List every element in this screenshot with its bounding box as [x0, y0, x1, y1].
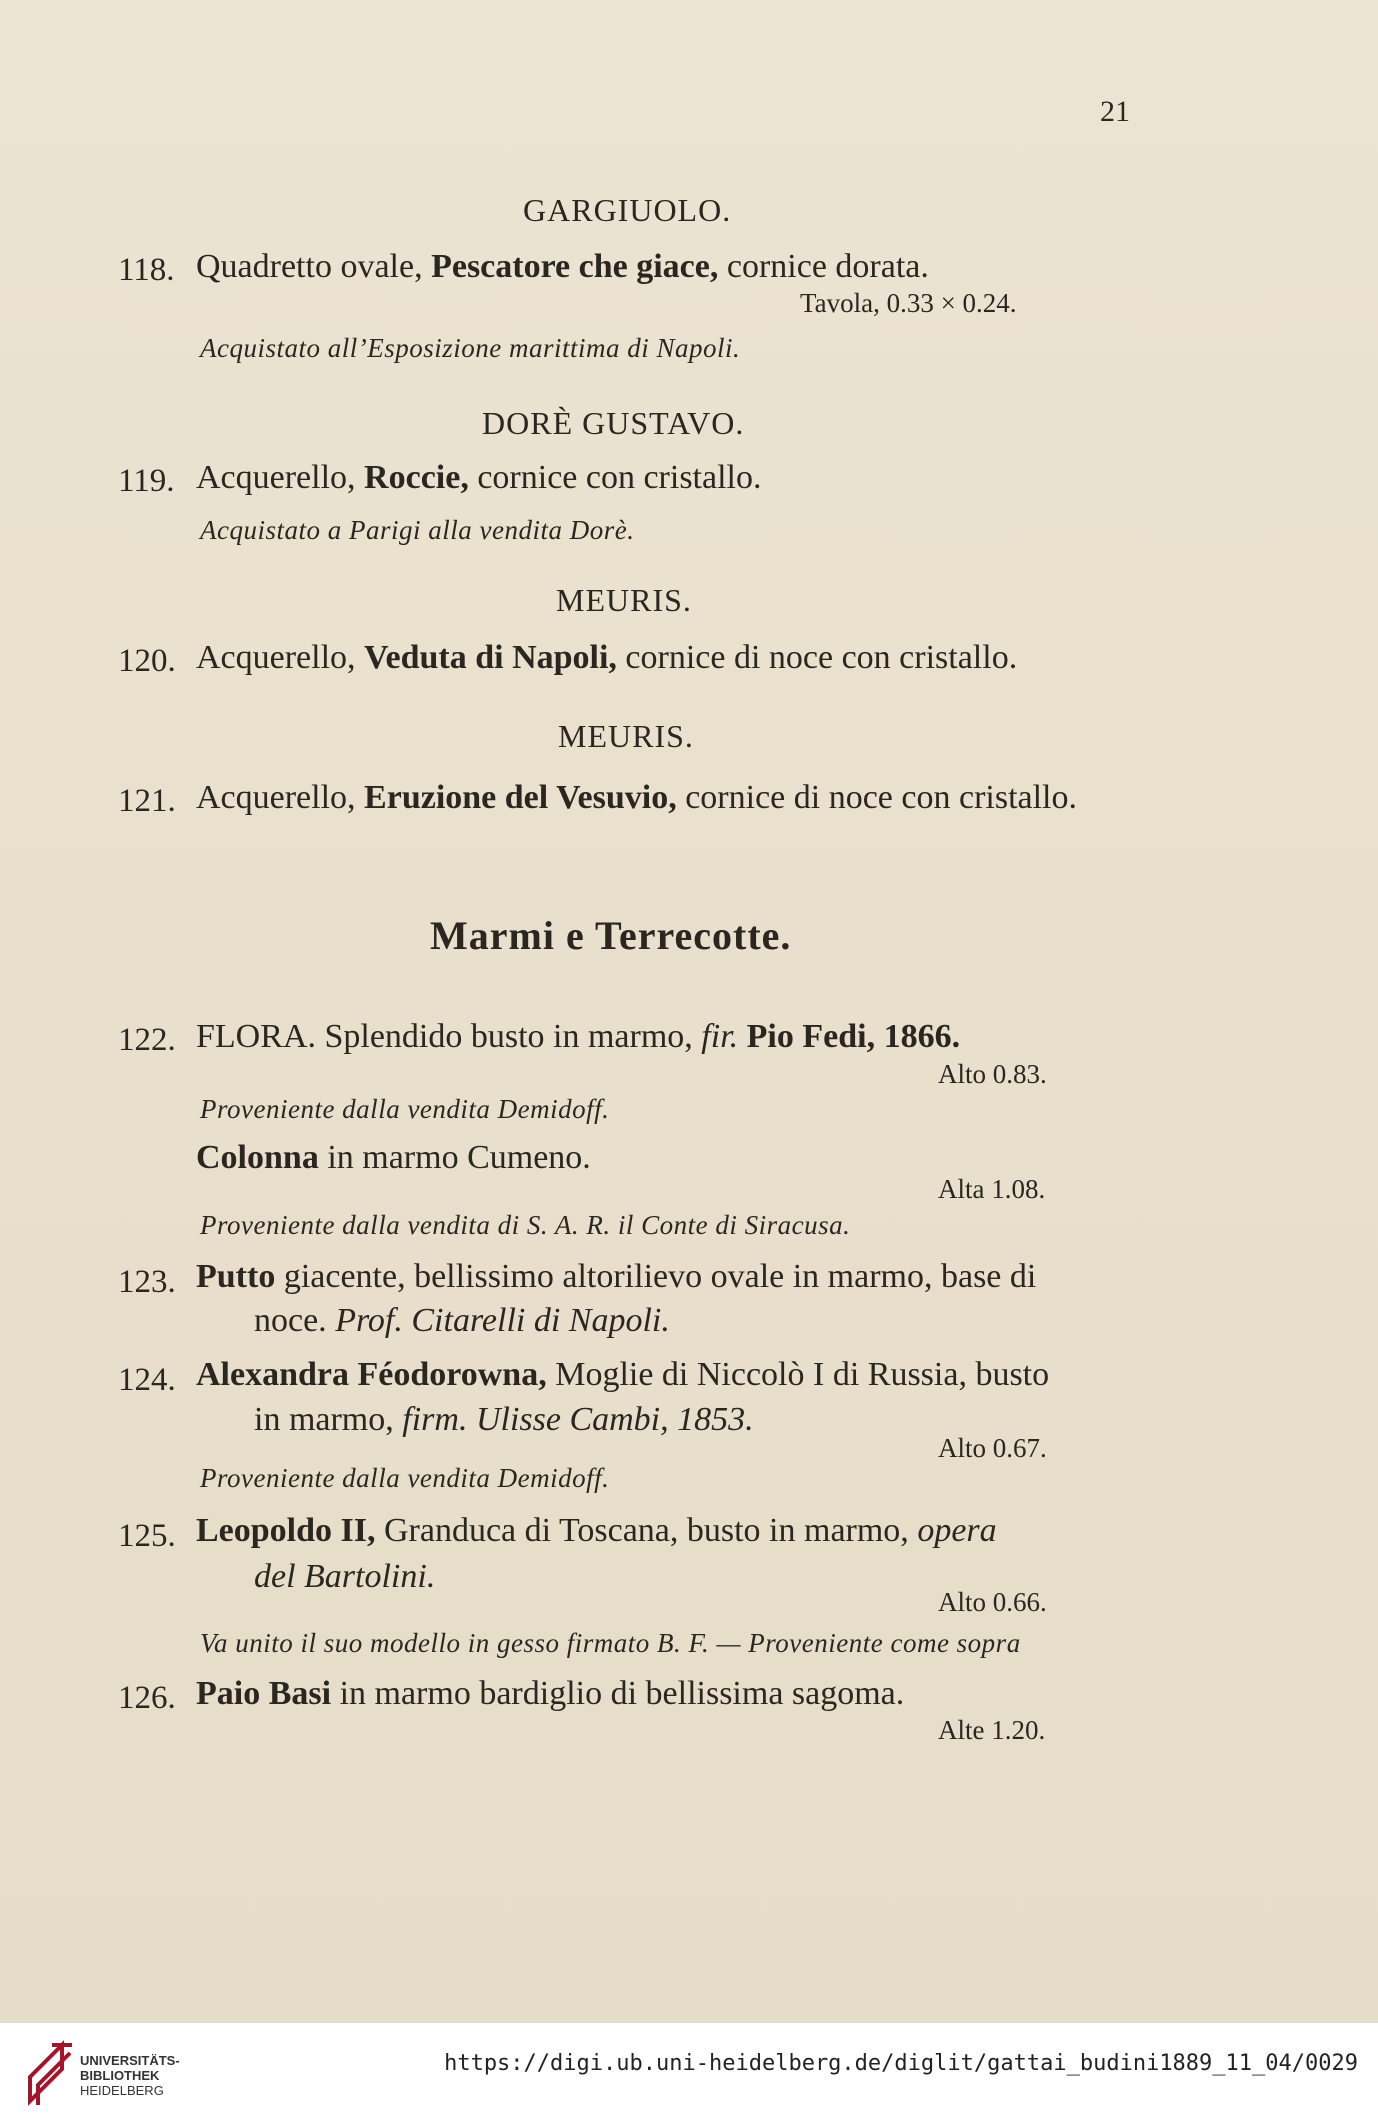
entry-120-text [196, 639, 1017, 677]
artist-heading-dore: DORÈ GUSTAVO. [482, 405, 745, 441]
library-line-3: HEIDELBERG [80, 2083, 164, 2098]
entry-123-title: Putto [196, 1258, 276, 1295]
entry-119-text [196, 459, 761, 497]
entry-122-fir: fir. [701, 1018, 739, 1055]
entry-118-rest: cornice dorata. [718, 248, 929, 285]
entry-118-title: Pescatore che giace, [431, 248, 719, 285]
entry-126-text [196, 1675, 904, 1713]
entry-123-line2-text: noce. [254, 1302, 336, 1339]
entry-124-title: Alexandra Féodorowna, [196, 1356, 547, 1393]
entry-124-dimensions: Alto 0.67. [938, 1433, 1047, 1463]
entry-122-sub-dimensions: Alta 1.08. [938, 1174, 1046, 1204]
library-line-2: BIBLIOTHEK [80, 2068, 160, 2083]
entry-118-text [196, 248, 929, 286]
entry-121-lead: Acquerello, [196, 779, 365, 816]
library-line-1: UNIVERSITÄTS- [80, 2053, 180, 2068]
library-logo-icon [22, 2039, 82, 2107]
entry-126-rest: in marmo bardiglio di bellissima sagoma. [331, 1675, 905, 1712]
entry-121-text [196, 779, 1077, 817]
page-number: 21 [1100, 95, 1130, 128]
artist-heading-meuris-2: MEURIS. [558, 718, 694, 754]
entry-125-title: Leopoldo II, [196, 1512, 376, 1549]
entry-125-line2 [254, 1558, 435, 1596]
entry-119-rest: cornice con cristallo. [468, 459, 762, 496]
artist-heading-gargiuolo: GARGIUOLO. [523, 192, 732, 228]
entry-125-rest: Granduca di Toscana, busto in marmo, [375, 1512, 918, 1549]
entry-number-119: 119. [118, 463, 175, 499]
entry-124-text [196, 1356, 1049, 1394]
entry-125-line2-italic: del Bartolini. [254, 1558, 436, 1595]
entry-number-125: 125. [118, 1518, 176, 1554]
entry-121-title: Eruzione del Vesuvio, [364, 779, 677, 816]
library-name [80, 2053, 180, 2098]
entry-122-sub-title: Colonna [196, 1139, 319, 1176]
entry-121-rest: cornice di noce con cristallo. [676, 779, 1077, 816]
entry-120-lead: Acquerello, [196, 639, 365, 676]
entry-120-rest: cornice di noce con cristallo. [616, 639, 1018, 676]
entry-number-124: 124. [118, 1362, 176, 1398]
permalink-url[interactable]: https://digi.ub.uni-heidelberg.de/diglit/gattai_budini1889_11_04/0029 [444, 2051, 1358, 2076]
entry-124-line2-text: in marmo, [254, 1401, 403, 1438]
entry-122-dimensions: Alto 0.83. [938, 1059, 1047, 1089]
entry-123-rest: giacente, bellissimo altorilievo ovale in marmo, base di [275, 1258, 1037, 1295]
entry-126-title: Paio Basi [196, 1675, 332, 1712]
entry-number-126: 126. [118, 1680, 176, 1716]
entry-123-line2-italic: Prof. Citarelli di Napoli. [335, 1302, 670, 1339]
entry-124-rest: Moglie di Niccolò I di Russia, busto [546, 1356, 1050, 1393]
entry-122-lead: FLORA. Splendido busto in marmo, [196, 1018, 702, 1055]
entry-124-note: Proveniente dalla vendita Demidoff. [200, 1463, 610, 1493]
entry-number-123: 123. [118, 1264, 176, 1300]
entry-122-sub-note: Proveniente dalla vendita di S. A. R. il Conte di Siracusa. [200, 1210, 851, 1240]
entry-122-sub-rest: in marmo Cumeno. [318, 1139, 591, 1176]
entry-118-lead: Quadretto ovale, [196, 248, 432, 285]
entry-number-120: 120. [118, 643, 176, 679]
section-title: Marmi e Terrecotte. [430, 913, 792, 958]
entry-125-rest-italic: opera [917, 1512, 997, 1549]
entry-119-title: Roccie, [364, 459, 469, 496]
entry-122-text [196, 1018, 960, 1056]
entry-118-dimensions: Tavola, 0.33 × 0.24. [800, 288, 1017, 318]
entry-125-dimensions: Alto 0.66. [938, 1587, 1047, 1617]
entry-125-text [196, 1512, 997, 1550]
entry-126-dimensions: Alte 1.20. [938, 1715, 1046, 1745]
entry-122-artist: Pio Fedi, 1866. [738, 1018, 961, 1055]
artist-heading-meuris-1: MEURIS. [556, 582, 692, 618]
entry-124-line2 [254, 1401, 754, 1439]
entry-120-title: Veduta di Napoli, [364, 639, 617, 676]
entry-number-118: 118. [118, 252, 175, 288]
entry-number-121: 121. [118, 783, 176, 819]
entry-124-line2-italic: firm. Ulisse Cambi, 1853. [402, 1401, 754, 1438]
entry-122-note: Proveniente dalla vendita Demidoff. [200, 1094, 610, 1124]
entry-number-122: 122. [118, 1022, 176, 1058]
entry-119-note: Acquistato a Parigi alla vendita Dorè. [200, 515, 635, 545]
entry-123-text [196, 1258, 1036, 1296]
viewer-footer [0, 2022, 1378, 2123]
entry-118-note: Acquistato all’Esposizione marittima di Napoli. [200, 333, 741, 363]
entry-125-note: Va unito il suo modello in gesso firmato B. F. — Proveniente come sopra [200, 1628, 1021, 1658]
entry-122-sub-text [196, 1139, 591, 1177]
entry-119-lead: Acquerello, [196, 459, 365, 496]
entry-123-line2 [254, 1302, 670, 1340]
